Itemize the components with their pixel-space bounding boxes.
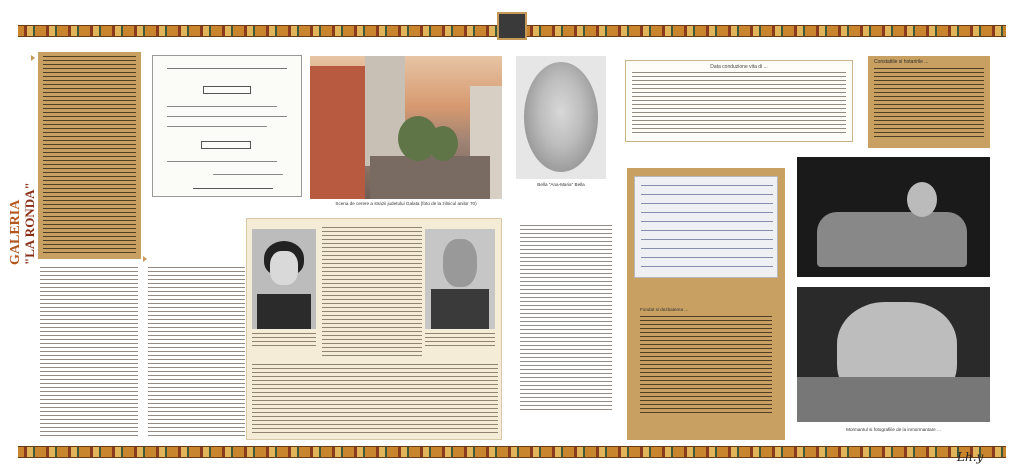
- funeral-photo-caption: Mormantul si fotografiile de la inmormantare ...: [846, 427, 941, 432]
- funeral-photo-bottom: [797, 287, 990, 422]
- timeline-box: [38, 52, 141, 259]
- signature: Lh.y: [957, 450, 984, 464]
- figure: [817, 212, 967, 267]
- street-photo: [310, 56, 502, 199]
- timeline-text: [43, 56, 136, 255]
- portrait-oval: [524, 62, 598, 172]
- building: [310, 66, 365, 199]
- article-text: [252, 364, 498, 434]
- form-line: [167, 161, 277, 162]
- form-caption: [193, 188, 273, 189]
- article-text-bottom: [252, 364, 498, 434]
- mugshot-female: [252, 229, 316, 329]
- form-line: [167, 126, 267, 127]
- mugshot-male: [425, 229, 495, 329]
- handwritten-note: [634, 176, 778, 278]
- form-box: [201, 141, 251, 149]
- center-text-column: [520, 225, 612, 410]
- right-top-article: [625, 60, 853, 142]
- form-line: [213, 174, 283, 175]
- decorative-border-bottom: [18, 446, 1006, 458]
- form-document: [152, 55, 302, 197]
- funeral-photo-top: [797, 157, 990, 277]
- face: [443, 239, 477, 287]
- article-text-center: [322, 227, 422, 359]
- column-text-2: [148, 267, 245, 437]
- right-box-text: [874, 68, 984, 138]
- form-line: [167, 106, 277, 107]
- left-text-column: [40, 267, 138, 437]
- mugshot-male-caption: [425, 333, 495, 349]
- face: [270, 251, 298, 285]
- mugshot-female-caption: [252, 333, 316, 349]
- right-top-title: Data conduzione vita di ...: [710, 64, 768, 70]
- logo-line-2: "LA RONDA": [22, 182, 37, 265]
- second-text-column: [148, 267, 245, 437]
- column-text: [520, 225, 612, 410]
- road: [370, 156, 490, 199]
- flowers: [797, 377, 990, 422]
- mugshots-article: [246, 218, 502, 440]
- street-photo-caption: Scena de cerere a strazii judetului Galata (foto de la zilnicul anilor 70): [335, 201, 477, 206]
- portrait-caption: Bella "Ana-Maria" Bella: [537, 182, 585, 187]
- column-text: [40, 267, 138, 437]
- document-panel: [627, 168, 785, 440]
- right-top-text: [632, 72, 846, 136]
- form-box: [203, 86, 251, 94]
- form-line: [167, 68, 287, 69]
- arrow-marker-2: [143, 256, 147, 262]
- quote-box: [634, 303, 778, 433]
- caption-text: [252, 333, 316, 349]
- tree: [428, 126, 458, 161]
- logo-line-1: GALERIA: [8, 199, 23, 265]
- figure: [907, 182, 937, 217]
- article-text: [322, 227, 422, 359]
- header-portrait: [497, 12, 527, 40]
- caption-text: [425, 333, 495, 349]
- form-line: [167, 116, 287, 117]
- quote-text: [640, 316, 772, 416]
- handwriting: [641, 185, 773, 271]
- clothes: [431, 289, 489, 329]
- right-box: [868, 56, 990, 148]
- clothes: [257, 294, 311, 329]
- portrait-frame: [516, 56, 606, 179]
- right-box-title: Constatiile si hotaririle ...: [874, 59, 929, 65]
- arrow-marker-1: [31, 55, 35, 61]
- quote-heading: Fondat si dezbaterea ...: [640, 307, 689, 312]
- building: [365, 56, 405, 166]
